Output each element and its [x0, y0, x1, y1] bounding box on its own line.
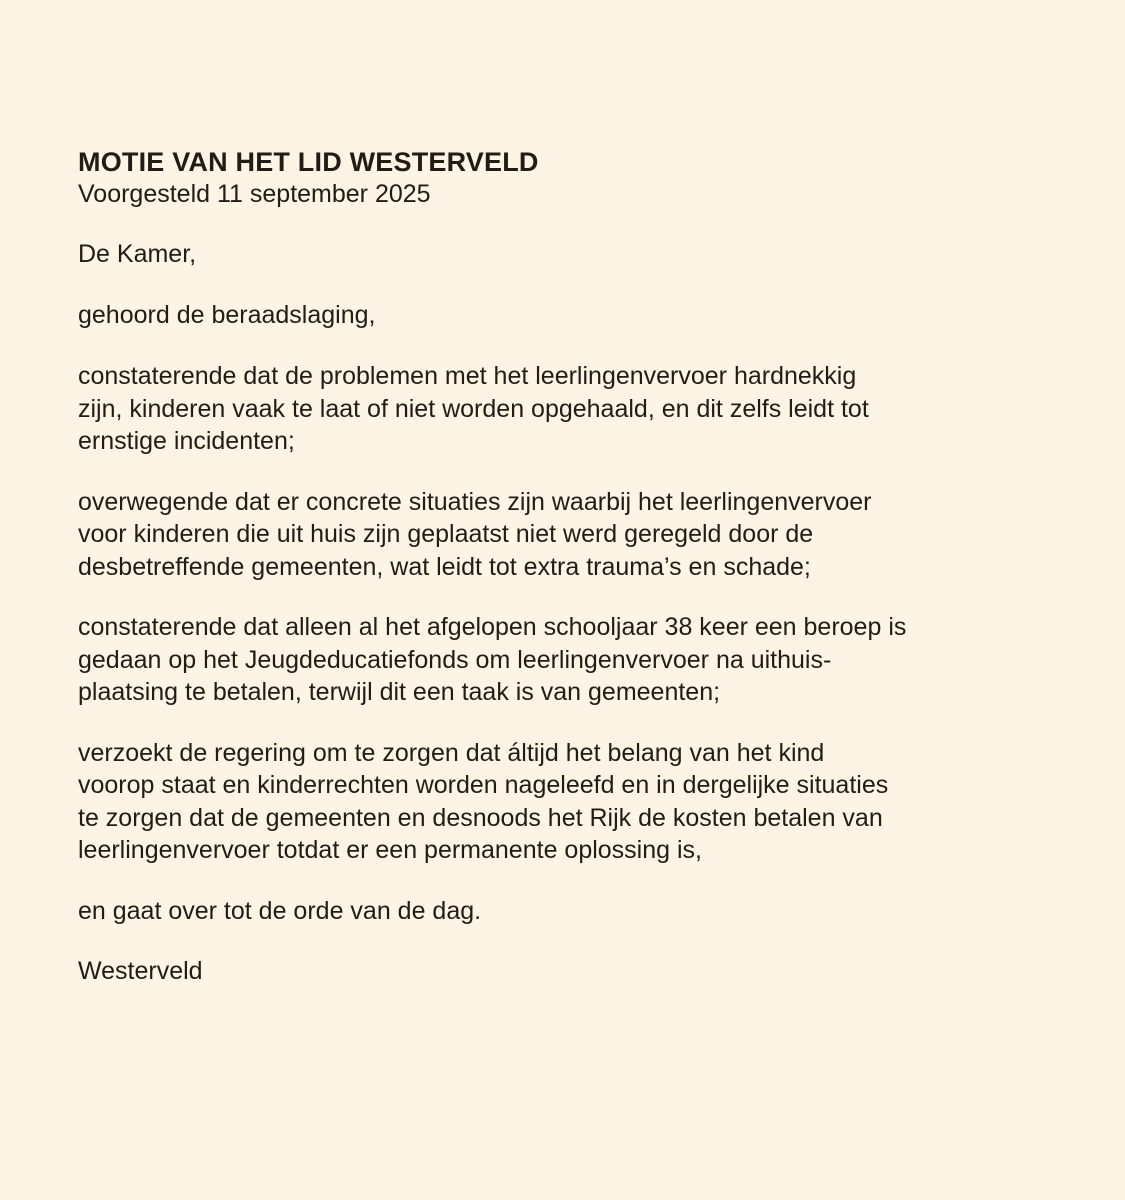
paragraph-constaterende-1: [78, 360, 1078, 458]
text-line: desbetreffende gemeenten, wat leidt tot extra trauma’s en schade;: [78, 552, 811, 581]
paragraph-verzoekt: [78, 737, 1078, 867]
closing-line: en gaat over tot de orde van de dag.: [78, 896, 482, 925]
addressee: De Kamer,: [78, 240, 197, 268]
text-line: constaterende dat de problemen met het leerlingenvervoer hardnekkig: [78, 362, 857, 390]
document-title: MOTIE VAN HET LID WESTERVELD: [78, 147, 539, 177]
text-line: zijn, kinderen vaak te laat of niet worden opgehaald, en dit zelfs leidt tot: [78, 394, 869, 423]
motion-document: [78, 146, 1078, 988]
text-line: leerlingenvervoer totdat er een permanente oplossing is,: [78, 836, 702, 864]
signature: Westerveld: [78, 957, 203, 985]
text-line: overwegende dat er concrete situaties zijn waarbij het leerlingenvervoer: [78, 487, 872, 516]
paragraph-constaterende-2: [78, 611, 1078, 709]
text-line: ernstige incidenten;: [78, 427, 295, 455]
text-line: verzoekt de regering om te zorgen dat áltijd het belang van het kind: [78, 738, 825, 767]
paragraph-overwegende: [78, 486, 1078, 584]
text-line: voorop staat en kinderrechten worden nageleefd en in dergelijke situaties: [78, 771, 889, 799]
text-line: voor kinderen die uit huis zijn geplaatst niet werd geregeld door de: [78, 520, 814, 548]
text-line: gedaan op het Jeugdeducatiefonds om leerlingenvervoer na uithuis-: [78, 645, 832, 674]
proposal-date: Voorgesteld 11 september 2025: [78, 180, 431, 208]
text-line: te zorgen dat de gemeenten en desnoods het Rijk de kosten betalen van: [78, 803, 883, 832]
heard-line: gehoord de beraadslaging,: [78, 300, 376, 329]
text-line: constaterende dat alleen al het afgelopen schooljaar 38 keer een beroep is: [78, 613, 907, 641]
text-line: plaatsing te betalen, terwijl dit een taak is van gemeenten;: [78, 678, 721, 706]
